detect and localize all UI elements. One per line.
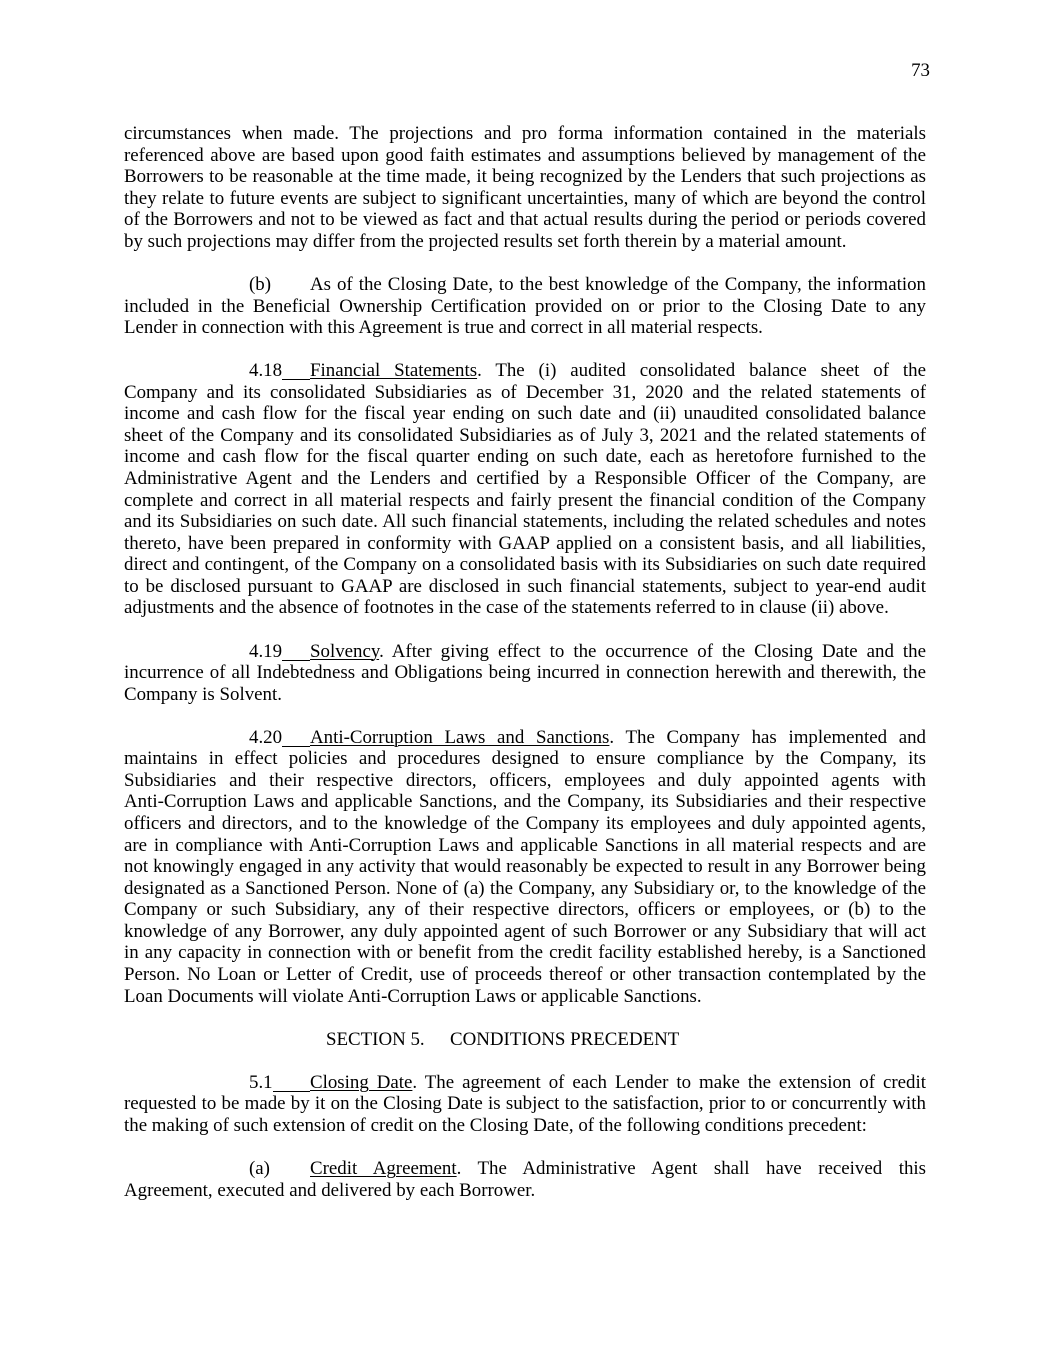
paragraph-line: Anti-Corruption Laws and applicable Sanctions, and the Company, its Subsidiaries and their respective	[124, 791, 926, 813]
section-number-text: 5.1	[249, 1071, 273, 1093]
paragraph-line: to be disclosed pursuant to GAAP are disclosed in such financial statements, subject to year-end audit	[124, 575, 926, 597]
clause-label-text: (b)	[249, 273, 272, 295]
section-4-20	[124, 727, 926, 1007]
paragraph-line: thereto, have been prepared in conformity with GAAP applied on a consistent basis, and all liabilities,	[124, 532, 926, 554]
paragraph-line: referenced above are based upon good faith estimates and assumptions believed by management of the	[124, 144, 926, 166]
section-number	[249, 1072, 310, 1094]
paragraph-line: are in compliance with Anti-Corruption Laws and applicable Sanctions in all material respects and are	[124, 834, 926, 856]
clause-label	[249, 1158, 310, 1180]
paragraph-line: complete and correct in all material respects and fairly present the financial condition of the Company	[124, 489, 926, 511]
paragraph-line: Agreement, executed and delivered by each Borrower.	[124, 1179, 536, 1201]
paragraph-line: Borrowers to be reasonable at the time made, it being recognized by the Lenders that such projections as	[124, 166, 926, 188]
paragraph-line: Company is Solvent.	[124, 683, 282, 705]
paragraph-lead-text: . The Company has implemented and	[609, 726, 926, 748]
section-number	[249, 727, 310, 749]
document-body	[124, 123, 926, 1223]
paragraph-line: officers and directors, and to the knowledge of the Company its employees and duly appointed agents,	[124, 813, 926, 834]
underline-tab	[282, 660, 310, 661]
paragraph-line: Administrative Agent and the Lenders and certified by a Responsible Officer of the Company, are	[124, 468, 926, 489]
paragraph-line: adjustments and the absence of footnotes in the case of the statements referred to in clause (ii) above.	[124, 597, 889, 619]
paragraph-line: designated as a Sanctioned Person. None of (a) the Company, any Subsidiary or, to the knowledge of the	[124, 877, 926, 899]
clause-title: Credit Agreement	[310, 1158, 457, 1179]
paragraph-first-line	[124, 1072, 926, 1094]
section-4-19	[124, 641, 926, 706]
paragraph-line: included in the Beneficial Ownership Certification provided on or prior to the Closing Date to any	[124, 295, 926, 317]
paragraph-continuation	[124, 123, 926, 252]
paragraph-line: of the Borrowers and not to be viewed as fact and that actual results during the period or periods covered	[124, 209, 926, 231]
paragraph-lead-text: . The agreement of each Lender to make the extension of credit	[412, 1071, 926, 1093]
section-title: Closing Date	[310, 1071, 413, 1093]
paragraph-first-line	[124, 1158, 926, 1180]
section-heading-number: SECTION 5.	[326, 1028, 425, 1050]
paragraph-line: the making of such extension of credit on the Closing Date, of the following conditions precedent:	[124, 1114, 867, 1136]
clause-label	[249, 274, 310, 296]
section-number	[249, 641, 310, 663]
paragraph-first-line	[124, 360, 926, 382]
paragraph-line: by such projections may differ from the projected results set forth therein by a material amount.	[124, 230, 847, 252]
section-number-text: 4.20	[249, 726, 283, 748]
clause-label-text: (a)	[249, 1158, 270, 1179]
section-number	[249, 360, 310, 382]
section-number-text: 4.18	[249, 360, 283, 382]
paragraph-first-line	[124, 641, 926, 663]
underline-tab	[273, 1091, 310, 1092]
section-4-18	[124, 360, 926, 619]
paragraph-line: requested to be made by it on the Closing Date is subject to the satisfaction, prior to or concurrently with	[124, 1093, 926, 1115]
paragraph-lead-text: . The Administrative Agent shall have received this	[456, 1158, 926, 1179]
paragraph-line: income and cash flow for the fiscal quarter ending on such date, each as heretofore furnished to the	[124, 446, 926, 468]
paragraph-clause-a	[124, 1158, 926, 1201]
paragraph-line: direct and contingent, of the Company on a consolidated basis with its Subsidiaries on such date required	[124, 554, 926, 576]
paragraph-line: sheet of the Company and its consolidated Subsidiaries as of July 3, 2021 and the related statements of	[124, 424, 926, 446]
section-title: Anti-Corruption Laws and Sanctions	[310, 726, 610, 748]
paragraph-line: they relate to future events are subject to significant uncertainties, many of which are beyond the control	[124, 187, 926, 209]
paragraph-line: incurrence of all Indebtedness and Obligations being incurred in connection herewith and therewith, the	[124, 662, 926, 684]
paragraph-line: income and cash flow for the fiscal year ending on such date and (ii) unaudited consolidated balance	[124, 403, 926, 425]
underline-tab	[282, 379, 310, 380]
paragraph-line: Company or such Subsidiary, any of their respective directors, officers or employees, or (b) to the	[124, 899, 926, 921]
paragraph-line: Subsidiaries and their respective directors, officers, employees and duly appointed agents with	[124, 769, 926, 791]
page-number: 73	[911, 60, 930, 81]
section-title: Financial Statements	[310, 360, 478, 382]
section-5-1	[124, 1072, 926, 1137]
section-heading	[124, 1029, 926, 1051]
paragraph-line: Company and its consolidated Subsidiaries as of December 31, 2020 and the related statements of	[124, 381, 926, 403]
paragraph-line: maintains in effect policies and procedures designed to ensure compliance by the Company, its	[124, 748, 926, 770]
paragraph-lead-text: . The (i) audited consolidated balance sheet of the	[477, 360, 926, 382]
paragraph-first-line	[124, 727, 926, 749]
section-number-text: 4.19	[249, 640, 283, 662]
paragraph-first-line	[124, 274, 926, 296]
section-heading-title: CONDITIONS PRECEDENT	[450, 1028, 680, 1050]
paragraph-line: and its Subsidiaries on such date. All such financial statements, including the related schedules and notes	[124, 511, 926, 533]
paragraph-lead-text: As of the Closing Date, to the best knowledge of the Company, the information	[310, 273, 926, 295]
paragraph-clause-b	[124, 274, 926, 339]
underline-tab	[282, 746, 310, 747]
paragraph-line: Person. No Loan or Letter of Credit, use of proceeds thereof or other transaction contemplated by the	[124, 963, 926, 985]
paragraph-line: Lender in connection with this Agreement is true and correct in all material respects.	[124, 317, 763, 339]
paragraph-line: knowledge of any Borrower, any duly appointed agent of such Borrower or any Subsidiary that will act	[124, 920, 926, 942]
section-title: Solvency	[310, 640, 380, 662]
paragraph-lead-text: . After giving effect to the occurrence of the Closing Date and the	[379, 640, 926, 662]
paragraph-line: circumstances when made. The projections and pro forma information contained in the materials	[124, 123, 926, 144]
paragraph-line: Loan Documents will violate Anti-Corruption Laws or applicable Sanctions.	[124, 985, 702, 1007]
paragraph-line: in any capacity in connection with or benefit from the credit facility established hereby, is a Sanctioned	[124, 942, 926, 964]
paragraph-line: not knowingly engaged in any activity that would reasonably be expected to result in any Borrower being	[124, 856, 926, 878]
